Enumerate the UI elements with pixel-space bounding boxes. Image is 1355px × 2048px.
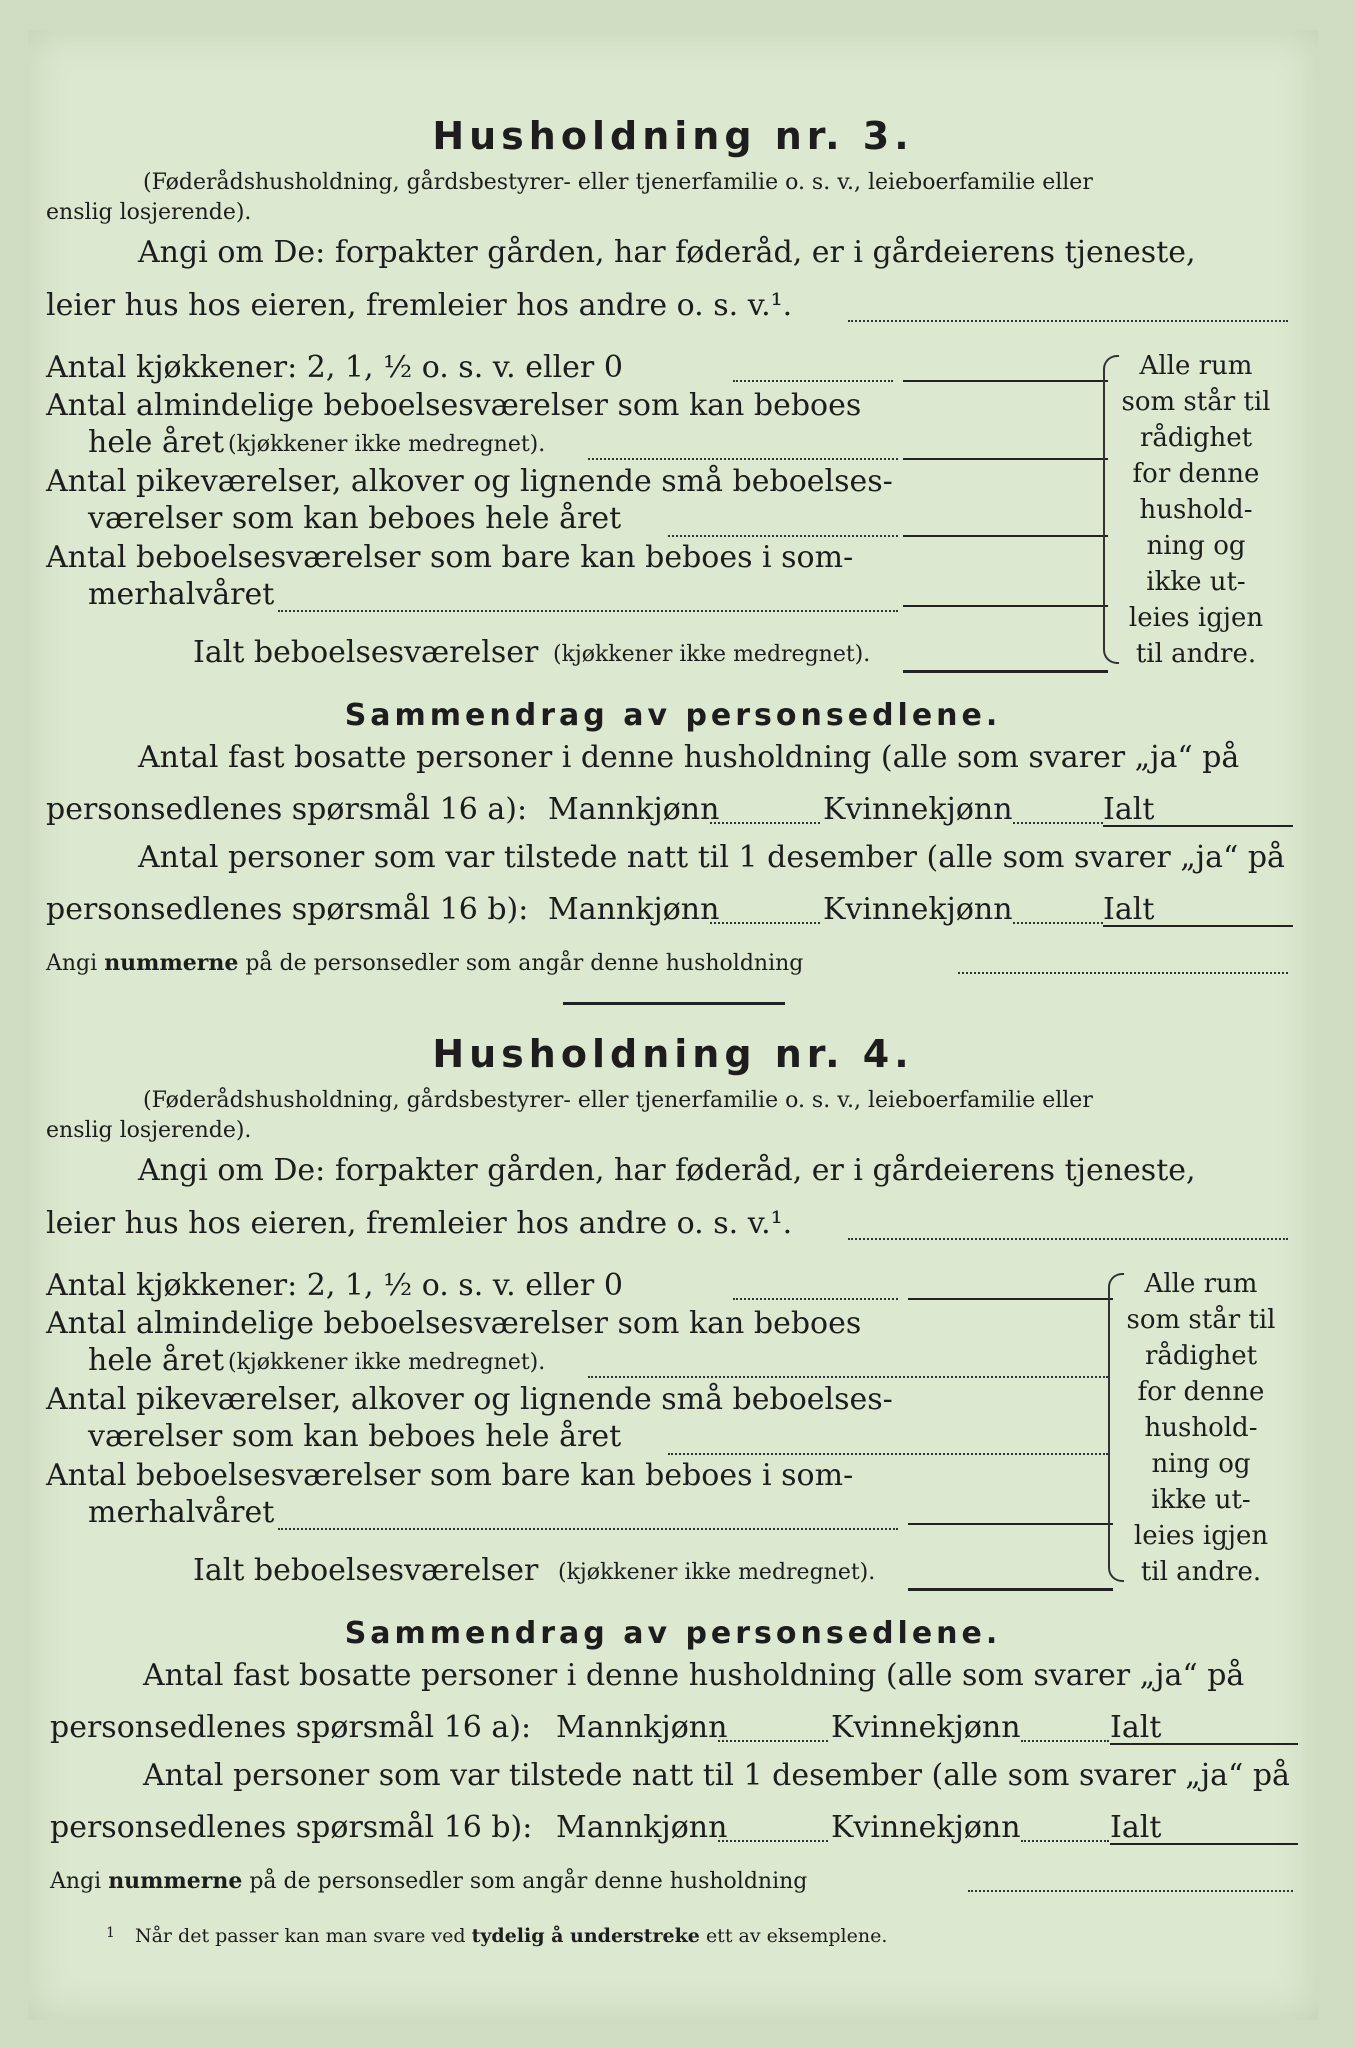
household-3-numbers-field[interactable] bbox=[958, 972, 1288, 974]
household-3-maid-rooms-leader bbox=[668, 535, 898, 537]
household-4-present-total-field[interactable] bbox=[1110, 1843, 1298, 1845]
household-4-ordinary-rooms-field[interactable] bbox=[588, 1376, 1108, 1378]
household-4-ordinary-rooms-line1: Antal almindelige beboelsesværelser som kan beboes bbox=[46, 1306, 862, 1341]
side-note-line: Alle rum bbox=[1144, 1269, 1258, 1299]
household-4-resident-female-label: Kvinnekjønn bbox=[831, 1710, 1021, 1745]
side-note-line: som står til bbox=[1121, 387, 1271, 417]
household-3-present-male-label: Mannkjønn bbox=[548, 892, 720, 927]
side-note-line: ikke ut- bbox=[1146, 567, 1246, 597]
household-4-summer-rooms-leader bbox=[278, 1528, 898, 1530]
household-3-kitchens-label: Antal kjøkkener: 2, 1, ½ o. s. v. eller 0 bbox=[46, 350, 623, 385]
household-4-total-rooms-label: Ialt beboelsesværelser bbox=[193, 1553, 539, 1588]
household-3-resident-total-label: Ialt bbox=[1103, 792, 1155, 827]
household-4-present-male-label: Mannkjønn bbox=[556, 1810, 728, 1845]
household-3-total-rooms-note: (kjøkkener ikke medregnet). bbox=[553, 642, 871, 667]
household-3-resident-line2: personsedlenes spørsmål 16 a): bbox=[46, 792, 528, 827]
numbers-prefix: Angi bbox=[50, 1869, 102, 1894]
household-3-kitchens-field[interactable] bbox=[903, 380, 1108, 382]
household-4-resident-male-label: Mannkjønn bbox=[556, 1710, 728, 1745]
household-3-summary-title: Sammendrag av personsedlene. bbox=[344, 698, 1002, 733]
household-4-ordinary-rooms-line2: hele året bbox=[88, 1343, 224, 1378]
side-note-line: for denne bbox=[1132, 459, 1260, 489]
side-note-line: hushold- bbox=[1139, 495, 1253, 525]
side-note-line: til andre. bbox=[1140, 1557, 1262, 1587]
household-4-resident-male-field[interactable] bbox=[718, 1740, 828, 1742]
household-3-summer-rooms-field[interactable] bbox=[903, 605, 1108, 607]
household-3-resident-female-field[interactable] bbox=[1013, 822, 1103, 824]
household-3-paren-line2: enslig losjerende). bbox=[46, 200, 252, 225]
household-4-resident-female-field[interactable] bbox=[1021, 1740, 1109, 1742]
household-4-summer-rooms-field[interactable] bbox=[908, 1523, 1113, 1525]
household-3-title: Husholdning nr. 3. bbox=[432, 114, 914, 158]
household-4-numbers-field[interactable] bbox=[968, 1890, 1293, 1892]
household-3-summer-rooms-leader bbox=[278, 610, 898, 612]
household-3-present-female-field[interactable] bbox=[1013, 922, 1103, 924]
household-4-paren-line2: enslig losjerende). bbox=[46, 1118, 252, 1143]
side-note-line: ning og bbox=[1151, 1449, 1251, 1479]
household-3-angi-line2: leier hus hos eieren, fremleier hos andre o. s. v.¹. bbox=[46, 288, 793, 323]
side-note-line: for denne bbox=[1137, 1377, 1265, 1407]
numbers-prefix: Angi bbox=[46, 951, 98, 976]
household-4-resident-total-label: Ialt bbox=[1110, 1710, 1162, 1745]
household-3-ordinary-rooms-note: (kjøkkener ikke medregnet). bbox=[228, 432, 546, 457]
numbers-bold: nummerne bbox=[104, 950, 239, 976]
side-note-line: leies igjen bbox=[1128, 603, 1264, 633]
side-note-line: rådighet bbox=[1144, 1341, 1258, 1371]
household-4-maid-rooms-line2: værelser som kan beboes hele året bbox=[88, 1419, 622, 1454]
household-3-resident-line1: Antal fast bosatte personer i denne husholdning (alle som svarer „ja“ på bbox=[138, 740, 1240, 775]
household-3-bracket bbox=[1103, 355, 1119, 664]
household-4-angi-answer-field[interactable] bbox=[848, 1238, 1288, 1240]
household-4-angi-line2: leier hus hos eieren, fremleier hos andre o. s. v.¹. bbox=[46, 1206, 793, 1241]
household-4-total-rooms-field[interactable] bbox=[908, 1588, 1113, 1591]
numbers-suffix: på de personsedler som angår denne husholdning bbox=[245, 951, 804, 976]
household-4-ordinary-rooms-note: (kjøkkener ikke medregnet). bbox=[228, 1350, 546, 1375]
household-4-kitchens-label: Antal kjøkkener: 2, 1, ½ o. s. v. eller 0 bbox=[46, 1268, 623, 1303]
household-3-resident-male-field[interactable] bbox=[710, 822, 820, 824]
household-3-present-total-label: Ialt bbox=[1103, 892, 1155, 927]
footnote bbox=[106, 1925, 887, 1947]
household-3-kitchens-leader bbox=[733, 380, 893, 382]
household-4-maid-rooms-field[interactable] bbox=[668, 1453, 1108, 1455]
household-4-summer-rooms-line2: merhalvåret bbox=[88, 1495, 275, 1530]
household-4-present-female-label: Kvinnekjønn bbox=[831, 1810, 1021, 1845]
household-3-angi-answer-field[interactable] bbox=[848, 320, 1288, 322]
household-3-ordinary-rooms-line2: hele året bbox=[88, 425, 224, 460]
household-3-paren-line1: (Føderådshusholdning, gårdsbestyrer- eller tjenerfamilie o. s. v., leieboerfamilie eller bbox=[143, 170, 1093, 195]
household-4-kitchens-field[interactable] bbox=[908, 1298, 1113, 1300]
household-4-present-line1: Antal personer som var tilstede natt til 1 desember (alle som svarer „ja“ på bbox=[143, 1758, 1290, 1793]
household-4-resident-line2: personsedlenes spørsmål 16 a): bbox=[50, 1710, 532, 1745]
household-3-present-male-field[interactable] bbox=[710, 922, 820, 924]
household-4-total-rooms-note: (kjøkkener ikke medregnet). bbox=[558, 1560, 876, 1585]
household-3-resident-male-label: Mannkjønn bbox=[548, 792, 720, 827]
household-3-numbers-line bbox=[46, 950, 803, 976]
household-4-present-total-label: Ialt bbox=[1110, 1810, 1162, 1845]
household-4-title: Husholdning nr. 4. bbox=[432, 1032, 914, 1076]
household-3-side-note bbox=[1121, 348, 1271, 672]
footnote-text: Når det passer kan man svare ved bbox=[134, 1925, 466, 1947]
household-3-present-female-label: Kvinnekjønn bbox=[823, 892, 1013, 927]
household-3-total-rooms-label: Ialt beboelsesværelser bbox=[193, 635, 539, 670]
side-note-line: hushold- bbox=[1144, 1413, 1258, 1443]
household-3-total-rooms-field[interactable] bbox=[903, 670, 1108, 673]
household-3-resident-total-field[interactable] bbox=[1103, 825, 1293, 827]
household-4-side-note bbox=[1126, 1266, 1276, 1590]
household-4-numbers-line bbox=[50, 1868, 807, 1894]
section-divider bbox=[563, 1002, 785, 1005]
side-note-line: leies igjen bbox=[1133, 1521, 1269, 1551]
household-3-angi-line1: Angi om De: forpakter gården, har føderåd, er i gårdeierens tjeneste, bbox=[138, 235, 1196, 270]
household-4-present-line2: personsedlenes spørsmål 16 b): bbox=[50, 1810, 533, 1845]
household-4-present-male-field[interactable] bbox=[718, 1840, 828, 1842]
household-3-present-line2: personsedlenes spørsmål 16 b): bbox=[46, 892, 529, 927]
census-form-page bbox=[28, 30, 1318, 2020]
footnote-bold: tydelig å understreke bbox=[471, 1925, 700, 1947]
household-4-maid-rooms-line1: Antal pikeværelser, alkover og lignende små beboelses- bbox=[46, 1382, 893, 1417]
household-4-summary-title: Sammendrag av personsedlene. bbox=[344, 1616, 1002, 1651]
household-3-resident-female-label: Kvinnekjønn bbox=[823, 792, 1013, 827]
household-4-resident-line1: Antal fast bosatte personer i denne husholdning (alle som svarer „ja“ på bbox=[143, 1658, 1245, 1693]
household-3-summer-rooms-line1: Antal beboelsesværelser som bare kan beboes i som- bbox=[46, 540, 854, 575]
household-3-summer-rooms-line2: merhalvåret bbox=[88, 577, 275, 612]
household-3-present-line1: Antal personer som var tilstede natt til 1 desember (alle som svarer „ja“ på bbox=[138, 840, 1285, 875]
household-3-maid-rooms-field[interactable] bbox=[903, 535, 1108, 537]
household-3-maid-rooms-line2: værelser som kan beboes hele året bbox=[88, 501, 622, 536]
household-4-present-female-field[interactable] bbox=[1021, 1840, 1109, 1842]
numbers-suffix: på de personsedler som angår denne husholdning bbox=[249, 1869, 808, 1894]
household-4-paren-line1: (Føderådshusholdning, gårdsbestyrer- eller tjenerfamilie o. s. v., leieboerfamilie eller bbox=[143, 1088, 1093, 1113]
footnote-text-end: ett av eksemplene. bbox=[705, 1925, 888, 1947]
household-3-ordinary-rooms-line1: Antal almindelige beboelsesværelser som kan beboes bbox=[46, 388, 862, 423]
side-note-line: til andre. bbox=[1135, 639, 1257, 669]
side-note-line: Alle rum bbox=[1139, 351, 1253, 381]
household-3-maid-rooms-line1: Antal pikeværelser, alkover og lignende små beboelses- bbox=[46, 464, 893, 499]
side-note-line: ikke ut- bbox=[1151, 1485, 1251, 1515]
household-3-ordinary-rooms-leader bbox=[588, 458, 898, 460]
footnote-mark: 1 bbox=[106, 1925, 115, 1941]
household-4-resident-total-field[interactable] bbox=[1110, 1743, 1298, 1745]
household-3-ordinary-rooms-field[interactable] bbox=[903, 458, 1108, 460]
household-4-kitchens-leader bbox=[733, 1298, 898, 1300]
numbers-bold: nummerne bbox=[108, 1868, 243, 1894]
side-note-line: rådighet bbox=[1139, 423, 1253, 453]
household-4-summer-rooms-line1: Antal beboelsesværelser som bare kan beboes i som- bbox=[46, 1458, 854, 1493]
side-note-line: ning og bbox=[1146, 531, 1246, 561]
household-3-present-total-field[interactable] bbox=[1103, 925, 1293, 927]
side-note-line: som står til bbox=[1126, 1305, 1276, 1335]
household-4-bracket bbox=[1108, 1273, 1124, 1582]
household-4-angi-line1: Angi om De: forpakter gården, har føderåd, er i gårdeierens tjeneste, bbox=[138, 1153, 1196, 1188]
